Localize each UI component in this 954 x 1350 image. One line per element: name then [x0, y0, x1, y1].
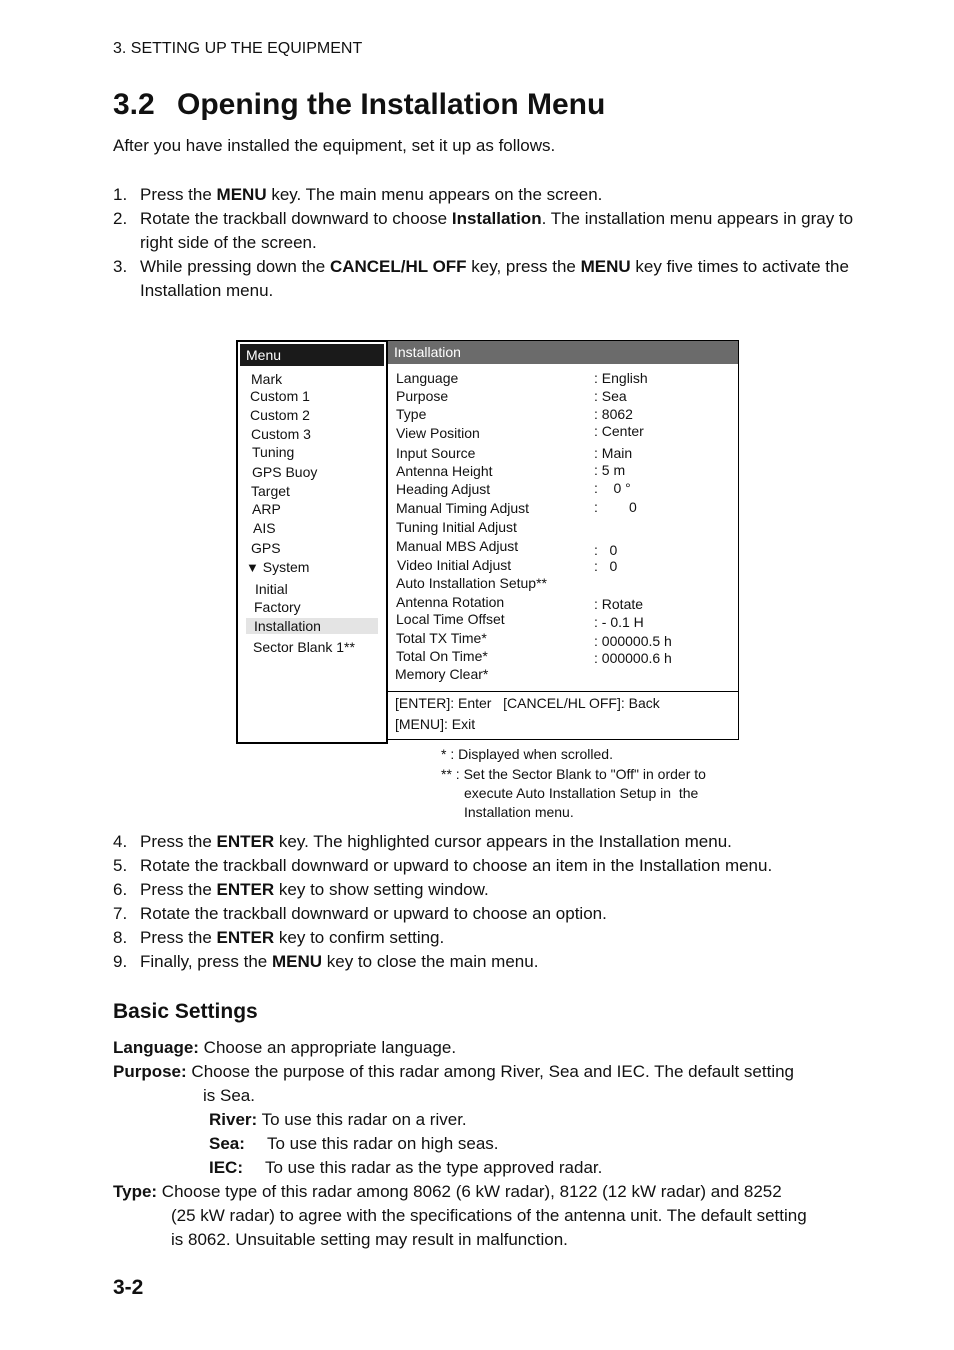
menu-item-arp[interactable]: ARP — [252, 501, 281, 517]
menu-item-custom-3[interactable]: Custom 3 — [251, 426, 311, 442]
purpose-description-cont: is Sea. — [203, 1086, 255, 1105]
purpose-description — [113, 1060, 794, 1084]
menu-item-custom-1[interactable]: Custom 1 — [250, 388, 310, 404]
value-local-time-offset: : - 0.1 H — [594, 614, 644, 630]
step-3 — [113, 255, 873, 303]
menu-item-tuning[interactable]: Tuning — [252, 444, 295, 460]
step-text: key to close the main menu. — [322, 952, 539, 971]
menu-item-gps-buoy[interactable]: GPS Buoy — [252, 464, 318, 480]
setting-language[interactable]: Language — [396, 370, 459, 386]
page-number: 3-2 — [113, 1276, 144, 1299]
menu-item-label: System — [262, 559, 310, 575]
main-menu-panel — [236, 340, 388, 744]
step-number: 7. — [113, 904, 128, 923]
menu-item-custom-2[interactable]: Custom 2 — [250, 407, 310, 423]
value-manual-timing-adjust: : 0 — [594, 499, 637, 515]
option-label: IEC: — [209, 1158, 243, 1177]
term-text: Choose type of this radar among 8062 (6 kW radar), 8122 (12 kW radar) and 8252 — [157, 1182, 782, 1201]
key-name: ENTER — [216, 928, 275, 947]
value-heading-adjust: : 0 ° — [594, 480, 631, 496]
option-label: River: — [209, 1110, 258, 1129]
step-text: Press the — [140, 880, 217, 899]
step-text: Press the — [140, 832, 217, 851]
step-number: 5. — [113, 856, 128, 875]
step-number: 2. — [113, 209, 128, 228]
menu-name: Installation — [451, 209, 542, 228]
purpose-river — [209, 1108, 467, 1132]
basic-settings-heading: Basic Settings — [113, 1000, 258, 1023]
step-text: key five times to activate the Installation menu. — [140, 257, 849, 300]
step-4 — [113, 830, 873, 854]
menu-item-initial[interactable]: Initial — [255, 581, 288, 597]
value-view-position: : Center — [594, 423, 644, 439]
menu-item-sector-blank-1[interactable]: Sector Blank 1** — [253, 639, 355, 655]
menu-item-ais[interactable]: AIS — [253, 520, 276, 536]
value-total-tx-time: : 000000.5 h — [594, 633, 672, 649]
step-text: key. The main menu appears on the screen. — [266, 185, 603, 204]
term-text: Choose the purpose of this radar among River, Sea and IEC. The default setting — [186, 1062, 795, 1081]
setting-video-initial-adjust[interactable]: Video Initial Adjust — [397, 557, 512, 573]
footnote-sector-blank-3: Installation menu. — [464, 804, 574, 820]
step-text: key to confirm setting. — [274, 928, 445, 947]
setting-auto-installation-setup[interactable]: Auto Installation Setup** — [396, 575, 547, 591]
footnote-scrolled: * : Displayed when scrolled. — [441, 746, 613, 762]
step-number: 9. — [113, 952, 128, 971]
option-text: To use this radar on a river. — [257, 1110, 467, 1129]
menu-item-factory[interactable]: Factory — [254, 599, 301, 615]
step-1 — [113, 183, 873, 207]
setting-heading-adjust[interactable]: Heading Adjust — [396, 481, 491, 497]
setting-type[interactable]: Type — [396, 406, 427, 422]
setting-antenna-height[interactable]: Antenna Height — [396, 463, 493, 479]
step-8 — [113, 926, 873, 950]
setting-manual-timing-adjust[interactable]: Manual Timing Adjust — [396, 500, 530, 516]
intro-text: After you have installed the equipment, set it up as follows. — [113, 136, 556, 155]
step-text: Press the — [140, 928, 217, 947]
step-number: 4. — [113, 832, 128, 851]
section-number: 3.2 — [113, 88, 155, 121]
type-description — [113, 1180, 782, 1204]
step-5 — [113, 854, 873, 878]
value-antenna-rotation: : Rotate — [594, 596, 644, 612]
section-title — [113, 88, 605, 122]
menu-item-system[interactable] — [246, 559, 309, 575]
value-purpose: : Sea — [594, 388, 627, 404]
menu-title: Menu — [240, 344, 384, 366]
footnote-sector-blank-1: ** : Set the Sector Blank to "Off" in order to — [441, 766, 706, 782]
installation-menu-panel — [387, 340, 739, 740]
term-label: Type: — [113, 1182, 158, 1201]
setting-tuning-initial-adjust[interactable]: Tuning Initial Adjust — [396, 519, 517, 535]
key-guide-line-2: [MENU]: Exit — [395, 716, 476, 732]
step-text: . The installation menu appears in gray to right side of the screen. — [140, 209, 854, 252]
option-label: Sea: — [209, 1134, 245, 1153]
option-text: To use this radar as the type approved radar. — [265, 1158, 603, 1177]
step-text: While pressing down the — [140, 257, 330, 276]
running-header: 3. SETTING UP THE EQUIPMENT — [113, 40, 363, 57]
key-name: MENU — [580, 257, 631, 276]
menu-item-gps[interactable]: GPS — [251, 540, 281, 556]
key-name: ENTER — [216, 832, 275, 851]
language-description — [113, 1036, 456, 1060]
key-name: CANCEL/HL OFF — [329, 257, 467, 276]
footnote-sector-blank-2: execute Auto Installation Setup in the — [464, 785, 699, 801]
setting-antenna-rotation[interactable]: Antenna Rotation — [396, 594, 505, 610]
term-text: Choose an appropriate language. — [198, 1038, 457, 1057]
key-name: MENU — [216, 185, 267, 204]
step-number: 3. — [113, 257, 128, 276]
value-manual-mbs-adjust: : 0 — [594, 542, 618, 558]
type-description-cont-1: (25 kW radar) to agree with the specifications of the antenna unit. The default setting — [171, 1206, 807, 1225]
menu-item-mark[interactable]: Mark — [251, 371, 283, 387]
step-text: Rotate the trackball downward to choose — [140, 209, 452, 228]
step-text: key to show setting window. — [274, 880, 489, 899]
value-input-source: : Main — [594, 445, 633, 461]
step-text: key. The highlighted cursor appears in the Installation menu. — [274, 832, 732, 851]
purpose-sea — [209, 1132, 499, 1156]
setting-memory-clear[interactable]: Memory Clear* — [395, 666, 489, 682]
menu-item-installation[interactable]: Installation — [246, 618, 378, 634]
step-text: Rotate the trackball downward or upward to choose an item in the Installation menu. — [140, 856, 773, 875]
purpose-iec — [209, 1156, 602, 1180]
value-type: : 8062 — [594, 406, 633, 422]
step-7 — [113, 902, 873, 926]
setting-manual-mbs-adjust[interactable]: Manual MBS Adjust — [396, 538, 519, 554]
step-number: 1. — [113, 185, 128, 204]
triangle-down-icon: ▼ — [246, 560, 259, 575]
step-number: 8. — [113, 928, 128, 947]
step-text: Finally, press the — [140, 952, 272, 971]
setting-total-tx-time[interactable]: Total TX Time* — [396, 630, 487, 646]
setting-view-position[interactable]: View Position — [396, 425, 480, 441]
installation-title: Installation — [388, 341, 738, 364]
term-label: Language: — [113, 1038, 199, 1057]
value-language: : English — [594, 370, 648, 386]
step-9 — [113, 950, 873, 974]
key-guide-line-1: [ENTER]: Enter [CANCEL/HL OFF]: Back — [395, 695, 660, 711]
setting-total-on-time[interactable]: Total On Time* — [396, 648, 488, 664]
step-number: 6. — [113, 880, 128, 899]
key-name: ENTER — [216, 880, 275, 899]
value-video-initial-adjust: : 0 — [594, 558, 618, 574]
step-text: Rotate the trackball downward or upward to choose an option. — [140, 904, 607, 923]
setting-purpose[interactable]: Purpose — [396, 388, 449, 404]
setting-local-time-offset[interactable]: Local Time Offset — [396, 611, 505, 627]
value-total-on-time: : 000000.6 h — [594, 650, 672, 666]
setting-input-source[interactable]: Input Source — [396, 445, 476, 461]
value-antenna-height: : 5 m — [594, 462, 626, 478]
key-name: MENU — [271, 952, 323, 971]
term-label: Purpose: — [113, 1062, 187, 1081]
step-2 — [113, 207, 873, 255]
menu-item-target[interactable]: Target — [251, 483, 290, 499]
option-text: To use this radar on high seas. — [267, 1134, 499, 1153]
type-description-cont-2: is 8062. Unsuitable setting may result in malfunction. — [171, 1230, 568, 1249]
step-text: key, press the — [466, 257, 581, 276]
section-title-text: Opening the Installation Menu — [177, 88, 606, 121]
step-6 — [113, 878, 873, 902]
key-guide-footer — [388, 691, 738, 738]
step-text: Press the — [140, 185, 217, 204]
